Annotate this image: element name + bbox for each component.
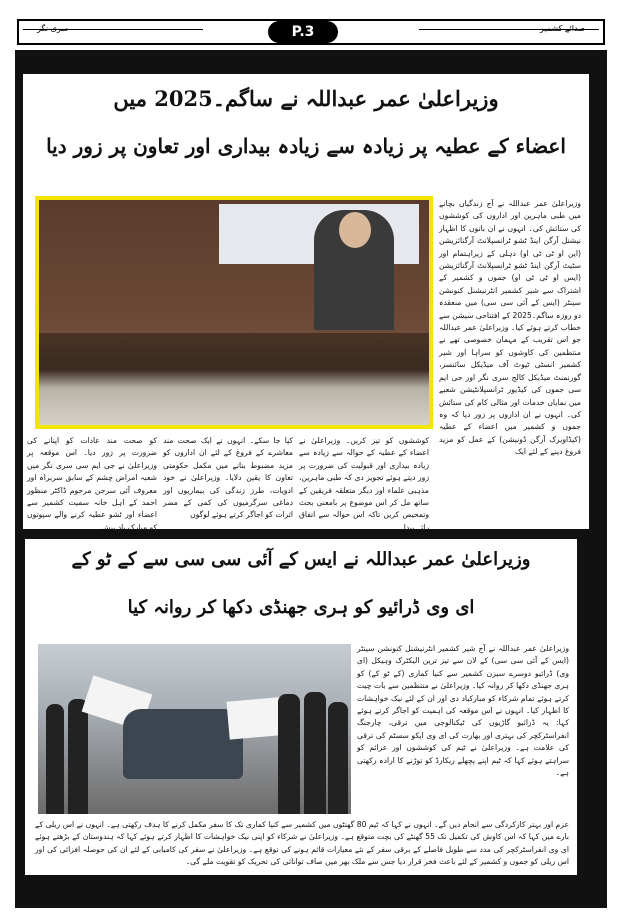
- article-organ-donation: [23, 74, 589, 532]
- header-city-label: سری نگر: [37, 24, 68, 33]
- article2-photo: [38, 644, 351, 814]
- header-masthead-label: صدائے کشمیر: [539, 24, 585, 33]
- article1-col2: کیا جا سکے۔ انہوں نے ایک صحت مند معاشرے کے فروغ کے لئے ان اداروں کو مزید مضبوط بنانے میں مکمل حکومتی تعاون کا یقین دلایا۔ وزیراعلیٰ نے خود ادویات، طرز زندگی کی بیماریوں اور دماغی سرگرمیوں کی کمی کے مضر اثرات کو اجاگر کرتے ہوئے لوگوں: [163, 436, 293, 520]
- electric-car: [123, 709, 243, 779]
- article1-photo: [35, 196, 433, 429]
- article2-bottom-text: عزم اور بہتر کارکردگی سے انجام دیں گے۔ انہوں نے کہا کہ ٹیم 80 گھنٹوں میں کشمیر سے کنیا کماری تک کا سفر مکمل کرنے کا ہدف رکھتی ہے۔ انہوں نے اس ریلی کے بارے میں کہا کہ اس کاوش کی تکمیل تک 55 گھنٹے کی بچت متوقع ہے۔ وزیراعلیٰ نے شرکاء کو اپنی نیک خواہشات کا اظہار کرتے ہوئے کہا کہ ہندوستان کے بڑھتے ہوئے ای وی انفراسٹرکچر کی مدد سے طویل فاصلے کے برقی سفر کے نئے معیارات قائم ہونے کی توقع ہے۔ وزیراعلیٰ نے سفر کی کامیابی کے لئے ان کی حوصلہ افزائی کی اور اس ریلی کو جموں و کشمیر کے لئے باعث فخر قرار دیا جس سے ملک بھر میں صاف توانائی کی تحریک کو تقویت ملے گی۔: [35, 820, 569, 867]
- audience-photo: [39, 333, 429, 425]
- article1-headline-line1: وزیراعلیٰ عمر عبداللہ نے ساگم۔2025 میں: [113, 86, 499, 111]
- article1-headline-line2: اعضاء کے عطیہ پر زیادہ سے زیادہ بیداری اور تعاون پر زور دیا: [46, 134, 566, 158]
- article1-col3: کو صحت مند عادات کو اپنانے کی ضرورت پر زور دیا۔ اس موقعہ پر وزیراعلیٰ نے جی ایم سی سری نگر میں شعبہ امراض چشم کے سابق سربراہ اور معروف آئی سرجن مرحوم ڈاکٹر منظور احمد کے اہل خانہ سمیت کشمیر سے اعضاء اور ٹشو عطیہ کرنے والے سپوتوں کو مبارک باد پیش: [27, 436, 157, 532]
- article1-side-column: وزیراعلیٰ عمر عبداللہ نے آج زندگیاں بچانے میں طبی ماہرین اور اداروں کی کوششوں کی ستائش کی۔ انہوں نے ان باتوں کا اظہار نیشنل آرگن اینڈ ٹشو ٹرانسپلانٹ آرگنائزیشن (این او ٹی ٹی او) دہلی کے زیراہتمام اور سٹیٹ آرگن اینڈ ٹشو ٹرانسپلانٹ آرگنائزیشن (ایس او ٹی ٹی او) جموں و کشمیر کے اشتراک سے شیر کشمیر انٹرنیشنل کنونشن سینٹر (ایس کے آئی سی سی) میں منعقدہ دو روزہ ساگم۔2025 کے افتتاحی سیشن سے خطاب کرتے ہوئے کیا۔ وزیراعلیٰ عمر عبداللہ جو اس تقریب کے مہمان خصوصی تھے نے منتظمین کی کاوشوں کو سراہا اور شیر کشمیر انسٹی ٹیوٹ آف میڈیکل سائنسز، گورنمنٹ میڈیکل کالج سری نگر اور جی ایم سی جموں کی کیڈیور ٹرانسپلانٹیشن شعبے میں نمایاں خدمات اور مثالی کام کی ستائش کی۔ انہوں نے ان اداروں پر زور دیا کہ وہ جموں و کشمیر میں اعضاء کے عطیہ (کیڈاویرک آرگن ڈونیشن) کے عمل کو مزید فروغ دینے کے لئے ایک: [439, 199, 581, 457]
- person-figure: [304, 692, 326, 814]
- article-ev-drive: [25, 539, 577, 875]
- conference-photo: [39, 200, 429, 425]
- person-figure: [278, 694, 300, 814]
- article1-col1: کوششوں کو تیز کریں۔ وزیراعلیٰ نے اعضاء کے عطیہ کے حوالہ سے زیادہ سے زیادہ بیداری اور قبولیت کی ضرورت پر زور دیتے ہوئے تجویز دی کہ طبی ماہرین، مذہبی علماء اور دیگر متعلقہ فریقین کے ساتھ مل کر اس موضوع پر بامعنی بحث وتمحیص کریں تاکہ اس حوالہ سے اتفاق رائے پیدا: [299, 436, 429, 532]
- person-figure: [46, 704, 64, 814]
- person-figure: [68, 699, 88, 814]
- article2-side-column: وزیراعلیٰ عمر عبداللہ نے آج شیر کشمیر انٹرنیشنل کنونشن سینٹر (ایس کے آئی سی سی) کے لان سے تیز ترین الیکٹرک وہیکل (ای وی) ڈرائیو دوسرے سیزن کشمیر سے کنیا کماری (کے ٹو کے) کو ہری جھنڈی دکھا کر روانہ کیا۔ وزیراعلیٰ نے منتظمین سے بات چیت کرتے ہوئے تمام شرکاء کو مبارکباد دی اور ان کے لئے نیک خواہشات کا اظہار کیا۔ انہوں نے اس موقعہ کی اہمیت کو اجاگر کرتے ہوئے کہا: یہ ڈرائیو گاڑیوں کی ٹیکنالوجی میں ترقی، چارجنگ انفراسٹرکچر کی بہتری اور بھارت کی ای وی ایکو سسٹم کی ترقی کی علامت ہے۔ وزیراعلیٰ نے ٹیم کی کوششوں اور عزائم کو سراہتے ہوئے کہا کہ ٹیم اپنے پچھلے ریکارڈ کو توڑنے کا ارادہ رکھتی ہے۔: [357, 644, 569, 778]
- article2-headline-line1: وزیراعلیٰ عمر عبداللہ نے ایس کے آئی سی سی سے کے ٹو کے: [71, 549, 531, 570]
- person-figure: [328, 702, 348, 814]
- page-number: P.3: [268, 21, 338, 43]
- article2-headline-line2: ای وی ڈرائیو کو ہری جھنڈی دکھا کر روانہ کیا: [127, 597, 475, 618]
- speaker-head: [339, 212, 371, 248]
